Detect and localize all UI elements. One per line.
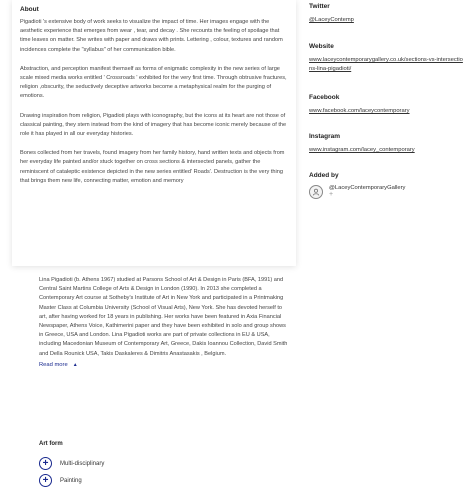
added-by-name: @LaceyContemporaryGallery (329, 185, 406, 191)
about-panel (12, 0, 296, 266)
read-more-link[interactable] (39, 361, 291, 370)
about-paragraph-4: Bones collected from her travels, found imagery from her family history, hand written texts and objects from her everyday life painted and/or stuck together on cross sections & intersected panels, gather the reminiscent of cataleptic existence depicted in the new series entitled' Roads'. Destruction is the very thing that brings them new life, connecting matter, emotion and memory (20, 150, 285, 184)
chevron-up-icon: ▲ (72, 361, 78, 368)
added-by-profile[interactable] (309, 185, 464, 199)
website-link[interactable]: www.laceycontemporarygallery.co.uk/sections-vs-intersections-lina-pigadioti/ (309, 57, 463, 72)
facebook-title: Facebook (309, 94, 340, 101)
plus-circle-icon: + (39, 457, 52, 470)
follow-plus-icon[interactable]: + (329, 191, 334, 198)
artist-bio (39, 276, 291, 370)
twitter-block (309, 3, 464, 25)
bio-text: Lina Pigadioti (b. Athens 1967) studied at Parsons School of Art & Design in Paris (BFA, 1991) and Central Saint Martins College of Arts & Design in London (1990). In 2013 she completed a Contemporary Art course at Sotheby's Institute of Art in New York and participated in a Printmaking Master Class at Columbia University (School of Visual Arts), New York. She has devoted herself to art, after having worked for 18 years in publishing. Her works have been featured in Axia Financial Newspaper, Athens Voice, Kathimerini paper and they have been exhibited in solo and group shows in Greece, USA and London. Lina Pigadioti works are part of private collections in EU & USA, including Macedonian Museum of Contemporary Art, Greece, Dakis Ioannou Collection, David Smith and Della Rounick USA, Takis Daskaleres & Dimitris Anastasakis , Belgium. (39, 277, 288, 357)
website-title: Website (309, 43, 334, 50)
instagram-block (309, 133, 464, 155)
facebook-block (309, 94, 464, 116)
art-form-title: Art form (39, 441, 63, 447)
art-form-item-multi-disciplinary[interactable] (39, 457, 104, 470)
twitter-link[interactable]: @LaceyContemp (309, 17, 354, 23)
art-form-item-painting[interactable] (39, 474, 82, 487)
plus-circle-icon: + (39, 474, 52, 487)
facebook-link[interactable]: www.facebook.com/laceycontemporary (309, 108, 410, 114)
user-icon (312, 188, 320, 196)
read-more-label: Read more (39, 361, 68, 368)
website-block (309, 43, 464, 74)
instagram-link[interactable]: www.instagram.com/lacey_contemporary (309, 147, 415, 153)
added-by-block (309, 172, 464, 199)
about-title: About (20, 6, 39, 13)
about-paragraph-1: Pigadioti 's extensive body of work seeks to visualize the impact of time. Her images engage with the aesthetic experience that emerges from wear , tear, and decay . She recounts the feeling of spoilage that time leaves on matter. She writes with paper and draws with prints. Lettering , colour, textures and random incidences complete the "syllabus" of her communication bible. (20, 19, 283, 53)
art-form-label: Painting (60, 477, 82, 484)
added-by-title: Added by (309, 172, 339, 179)
art-form-label: Multi-disciplinary (60, 460, 105, 467)
instagram-title: Instagram (309, 133, 341, 140)
about-paragraph-2: Abstraction, and perception manifest themself as forms of enigmatic complexity in the new series of large scale mixed media works entitled ' Crossroads ' exhibited for the very first time. Through obtrusive fractures, religion ,obscurity, the seductively deceptive artworks become a metaphysical realm for the purging of emotions. (20, 65, 287, 100)
twitter-title: Twitter (309, 3, 330, 10)
about-paragraph-3: Drawing inspiration from religion, Pigadioti plays with iconography, but the icons at its heart are not those of classical painting, they stem instead from the kind of imagery that has become iconic merely because of the role it has played in all our everyday histories. (20, 112, 287, 138)
avatar (309, 185, 323, 199)
